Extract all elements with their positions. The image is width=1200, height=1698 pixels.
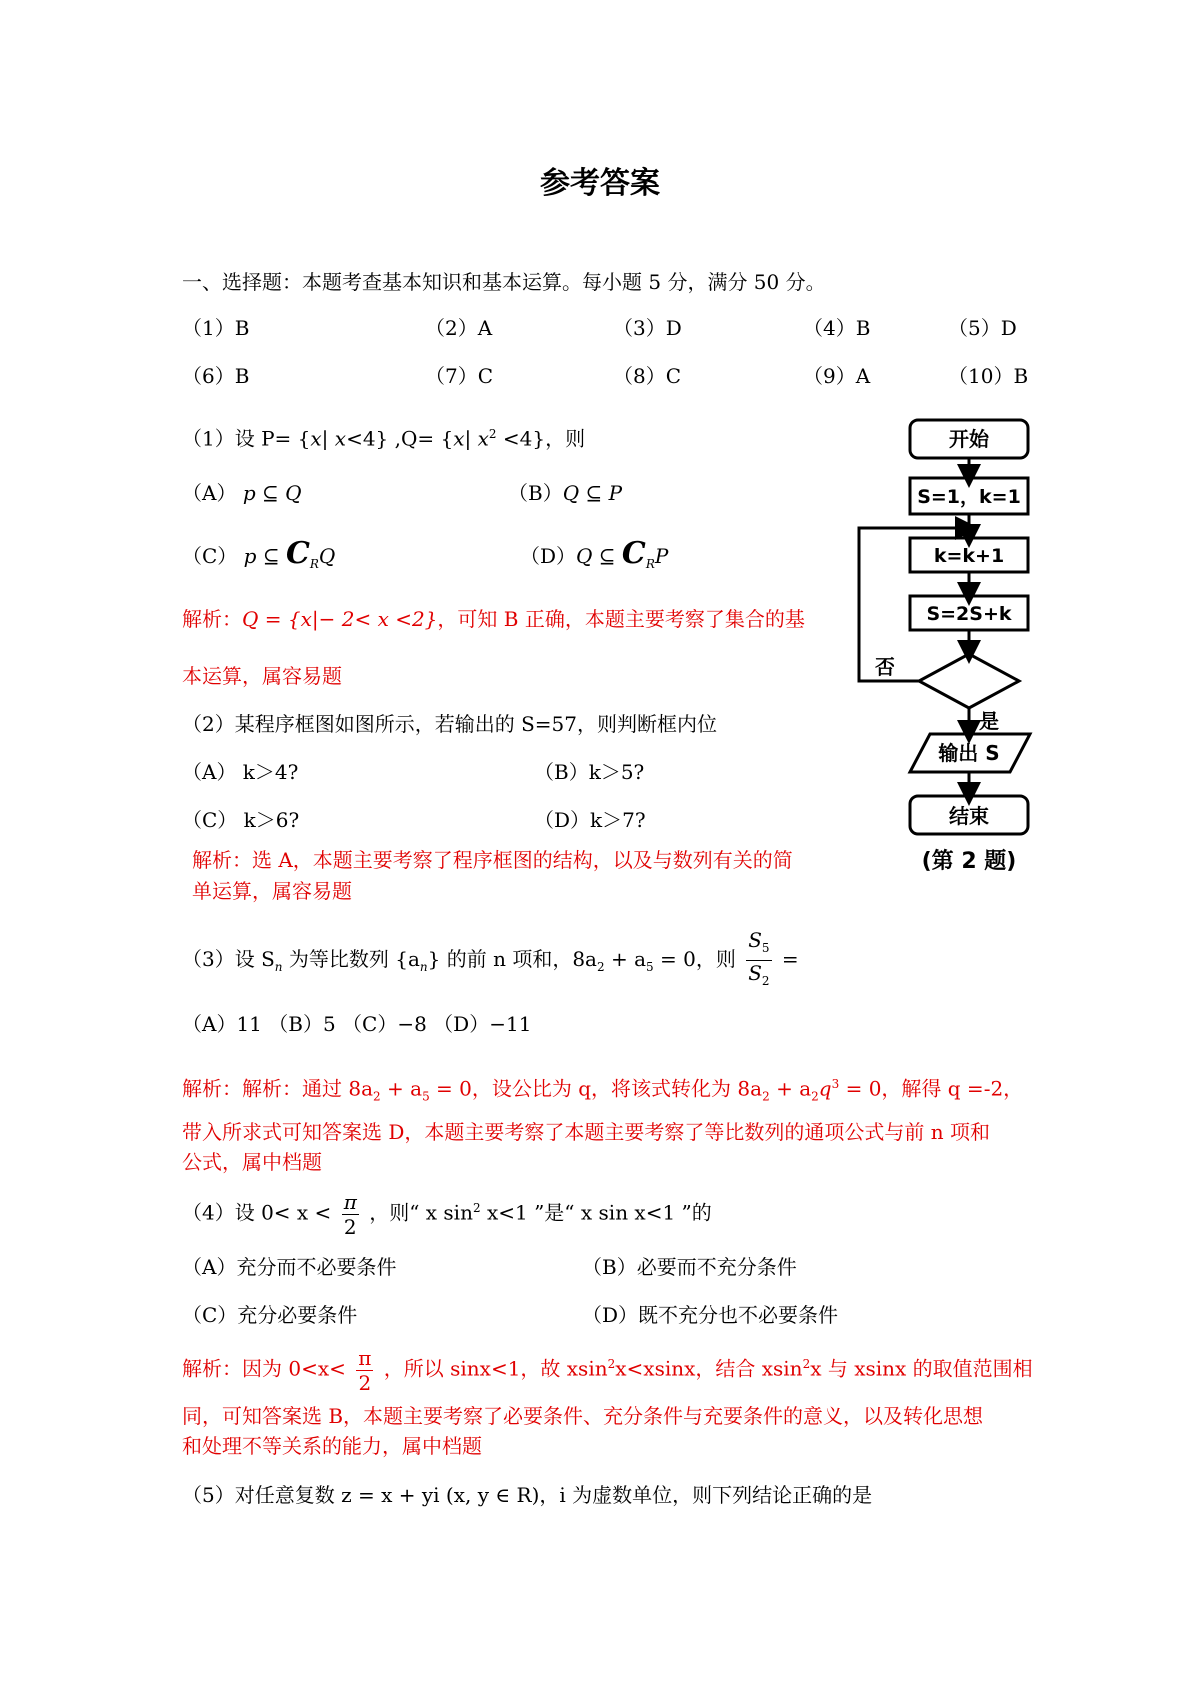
flow-end-label: 结束 — [949, 804, 989, 828]
flow-step1-label: k=k+1 — [933, 545, 1005, 567]
answer-item: （9）A — [803, 364, 871, 388]
q4-option-c: （C）充分必要条件 — [182, 1303, 358, 1327]
flow-caption: (第 2 题) — [921, 849, 1017, 874]
q4-stem: （4）设 0< x < $\frac{\pi}{2}$ ，则“ x $\sin^2 x<1$ ”是“ x sin x<1 ”的 — [182, 1189, 712, 1239]
q2-option-c: （C） k＞6? — [182, 808, 300, 832]
q2-option-b: （B）k＞5? — [534, 760, 645, 784]
flow-init-label: S=1，k=1 — [917, 486, 1021, 508]
flow-no-label: 否 — [875, 655, 895, 679]
answer-item: （3）D — [613, 316, 682, 340]
q4-analysis-end: 和处理不等关系的能力，属中档题 — [182, 1434, 482, 1458]
q2-analysis-cont: 单运算，属容易题 — [192, 879, 352, 903]
q1-option-c: （C） p ⊆ $C_RQ$ — [182, 536, 336, 571]
q3-analysis: 解析：解析：通过 $8a_2 + a_5 = 0$，设公比为 q，将该式转化为 $8a_2 + a_2q^3 = 0$，解得 q =-2， — [182, 1076, 1024, 1104]
q3-analysis-end: 公式，属中档题 — [182, 1150, 322, 1174]
section-heading: 一、选择题：本题考查基本知识和基本运算。每小题 5 分，满分 50 分。 — [182, 270, 826, 294]
q1-option-d: （D）Q ⊆ $C_RP$ — [520, 536, 669, 571]
answer-item: （10）B — [948, 364, 1029, 388]
q3-stem: （3）设 $S_n$ 为等比数列 $\{a_n\}$ 的前 n 项和，$8a_2 + a_5 = 0$，则 $\frac{S_5}{S_2}$ = — [182, 928, 799, 972]
answer-item: （8）C — [613, 364, 682, 388]
answer-item: （5）D — [948, 316, 1017, 340]
q1-option-b: （B）Q ⊆ P — [508, 481, 623, 505]
q2-option-d: （D）k＞7? — [534, 808, 646, 832]
q3-analysis-cont: 带入所求式可知答案选 D，本题主要考察了本题主要考察了等比数列的通项公式与前 n 项和 — [182, 1120, 990, 1144]
q4-option-b: （B）必要而不充分条件 — [582, 1255, 797, 1279]
q4-analysis-fraction: $\frac{\pi}{2}$ — [358, 1345, 372, 1395]
answer-item: （2）A — [425, 316, 493, 340]
q1-analysis: 解析：Q = {x|− 2< x <2}，可知 B 正确，本题主要考察了集合的基 — [182, 607, 805, 631]
answer-item: （1）B — [182, 316, 250, 340]
q2-option-a: （A） k＞4? — [182, 760, 299, 784]
flow-yes-label: 是 — [979, 709, 999, 733]
flow-decision-diamond — [919, 654, 1019, 708]
flow-step2-label: S=2S+k — [926, 603, 1012, 625]
q2-analysis: 解析：选 A，本题主要考察了程序框图的结构，以及与数列有关的简 — [192, 848, 793, 872]
q3-fraction: $\frac{S_5}{S_2}$ — [748, 928, 770, 988]
flow-output-label: 输出 S — [938, 741, 1000, 765]
flow-start-label: 开始 — [949, 427, 989, 451]
flowchart-figure — [835, 398, 1055, 893]
q1-stem: （1）设 P= {x| x<4} ,Q= {x| $x^2 <4$}，则 — [182, 426, 586, 451]
q4-analysis-cont: 同，可知答案选 B，本题主要考察了必要条件、充分条件与充要条件的意义，以及转化思想 — [182, 1404, 984, 1428]
q4-analysis: 解析：因为 0<x< $\frac{\pi}{2}$ ，所以 sinx<1，故 xsin$^2$x<xsinx，结合 xsin$^2$x 与 xsinx 的取值范围相 — [182, 1345, 1033, 1395]
q4-option-d: （D）既不充分也不必要条件 — [582, 1303, 839, 1327]
answer-item: （6）B — [182, 364, 250, 388]
q5-stem: （5）对任意复数 z = x + yi (x, y ∈ R)，i 为虚数单位，则下列结论正确的是 — [182, 1483, 873, 1507]
q1-option-a: （A） p ⊆ Q — [182, 481, 302, 505]
answer-item: （4）B — [803, 316, 871, 340]
q2-stem: （2）某程序框图如图所示，若输出的 S=57，则判断框内位 — [182, 712, 717, 736]
page-title: 参考答案 — [540, 166, 660, 201]
q4-option-a: （A）充分而不必要条件 — [182, 1255, 397, 1279]
answer-item: （7）C — [425, 364, 494, 388]
q1-analysis-cont: 本运算，属容易题 — [182, 664, 342, 688]
q4-fraction: $\frac{\pi}{2}$ — [343, 1189, 357, 1239]
q3-options: （A）11 （B）5 （C）−8 （D）−11 — [182, 1012, 532, 1036]
